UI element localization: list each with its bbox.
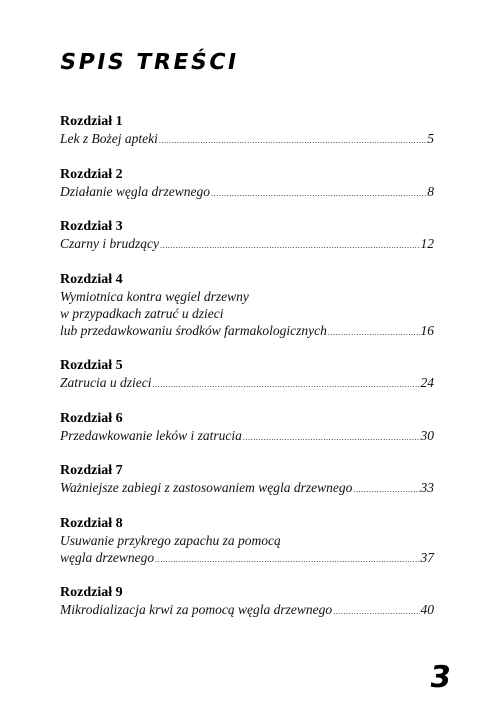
dot-leader — [153, 376, 420, 393]
toc-entry-line — [60, 374, 434, 393]
dot-leader — [243, 429, 420, 446]
toc-entry-4 — [60, 271, 434, 341]
dot-leader — [159, 132, 426, 149]
chapter-label: Rozdział 6 — [60, 410, 123, 426]
chapter-page: 5 — [427, 131, 434, 146]
chapter-page: 30 — [420, 427, 434, 443]
table-of-contents — [60, 113, 434, 637]
chapter-page: 24 — [420, 375, 434, 390]
toc-entry-line — [60, 130, 434, 149]
toc-entry-5 — [60, 357, 434, 393]
chapter-title: Ważniejsze zabiegi z zastosowaniem węgla drzewnego — [60, 480, 353, 495]
toc-entry-1 — [60, 113, 434, 149]
toc-entry-8 — [60, 515, 434, 568]
toc-entry-7 — [60, 462, 434, 498]
dot-leader — [160, 237, 420, 254]
chapter-title: Czarny i brudzący — [60, 236, 159, 251]
chapter-title: Lek z Bożej apteki — [60, 131, 158, 146]
chapter-title-line: Usuwanie przykrego zapachu za pomocą — [60, 532, 281, 548]
chapter-title: Zatrucia u dzieci — [60, 375, 152, 390]
chapter-page: 33 — [420, 480, 434, 495]
toc-entry-3 — [60, 218, 434, 254]
toc-entry-6 — [60, 410, 434, 446]
toc-entry-9 — [60, 584, 434, 620]
toc-entry-line — [60, 479, 434, 498]
chapter-label: Rozdział 7 — [60, 463, 123, 478]
toc-entry-2 — [60, 166, 434, 202]
toc-heading: SPIS TREŚCI — [57, 50, 241, 75]
chapter-page: 40 — [420, 602, 434, 617]
chapter-page: 37 — [420, 549, 434, 565]
chapter-title: Przedawkowanie leków i zatrucia — [60, 427, 242, 443]
chapter-label: Rozdział 1 — [60, 114, 123, 129]
chapter-label: Rozdział 2 — [60, 166, 123, 182]
chapter-label: Rozdział 3 — [60, 219, 123, 234]
toc-entry-line — [60, 601, 434, 620]
toc-entry-line — [60, 322, 434, 341]
chapter-page: 16 — [420, 322, 434, 338]
page-number: 3 — [427, 660, 454, 695]
chapter-label: Rozdział 9 — [60, 585, 123, 600]
chapter-title-line: Wymiotnica kontra węgiel drzewny — [60, 288, 249, 304]
toc-entry-line — [60, 235, 434, 254]
chapter-title: Działanie węgla drzewnego — [60, 183, 210, 199]
chapter-label: Rozdział 4 — [60, 271, 123, 287]
dot-leader — [328, 324, 420, 341]
toc-entry-line — [60, 183, 434, 202]
toc-entry-line — [60, 549, 434, 568]
dot-leader — [211, 185, 426, 202]
dot-leader — [155, 551, 419, 568]
dot-leader — [333, 603, 419, 620]
chapter-label: Rozdział 5 — [60, 358, 123, 373]
chapter-title: Mikrodializacja krwi za pomocą węgla drzewnego — [60, 602, 333, 617]
chapter-page: 12 — [420, 236, 434, 251]
dot-leader — [353, 481, 419, 498]
chapter-title-line: w przypadkach zatruć u dzieci — [60, 305, 224, 321]
chapter-title: lub przedawkowaniu środków farmakologicznych — [60, 322, 327, 338]
toc-entry-line — [60, 427, 434, 446]
chapter-label: Rozdział 8 — [60, 515, 123, 531]
chapter-page: 8 — [427, 183, 434, 199]
chapter-title: węgla drzewnego — [60, 549, 155, 565]
